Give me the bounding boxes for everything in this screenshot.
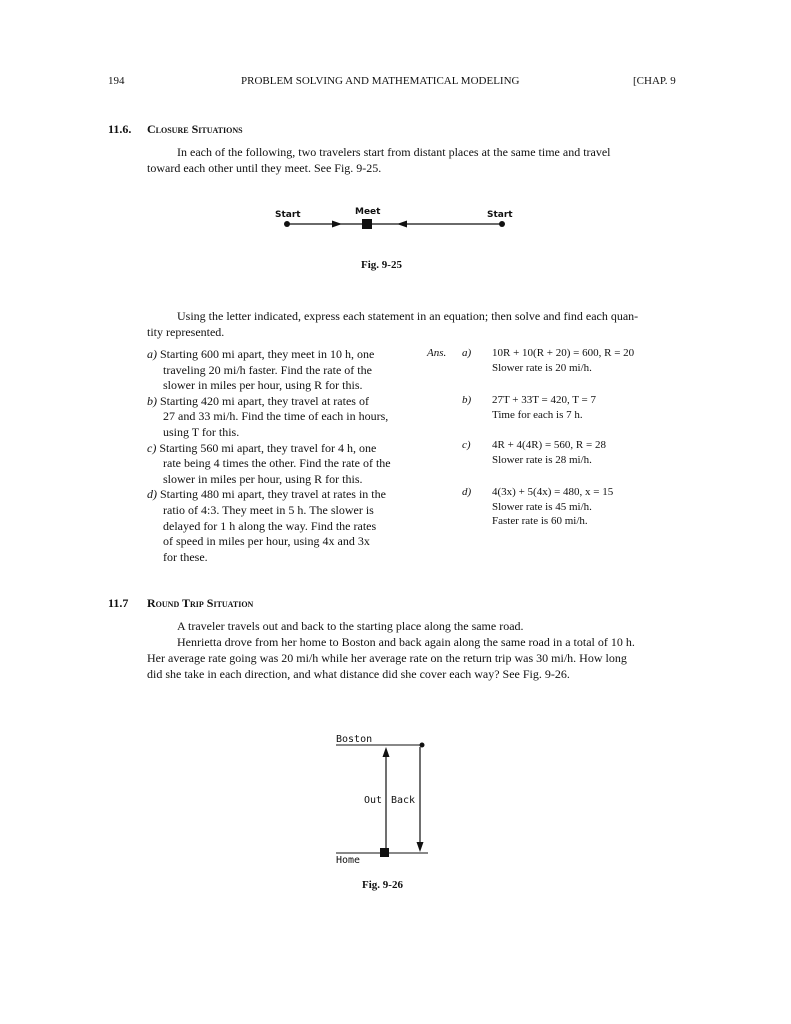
section-number: 11.7 [108,596,129,610]
fig926-home-label: Home [336,855,361,866]
section-title: Round Trip Situation [147,596,254,610]
page-number: 194 [108,75,125,87]
answer-letter: c) [462,439,471,451]
answers-label: Ans. [427,347,447,359]
answer-equation: 10R + 10(R + 20) = 600, R = 20 [492,347,635,359]
running-title: PROBLEM SOLVING AND MATHEMATICAL MODELING [241,75,520,87]
problem-line: 27 and 33 mi/h. Find the time of each in hours, [163,409,389,424]
fig926-back-label: Back [391,795,416,806]
problem-b [147,394,369,410]
fig926-out-label: Out [364,795,383,806]
problem-letter: d) [147,487,157,502]
roundtrip-line: Her average rate going was 20 mi/h while her average rate on the return trip was 30 mi/h. How long [147,651,627,665]
answer-equation: 4(3x) + 5(4x) = 480, x = 15 [492,486,614,498]
fig926-caption: Fig. 9-26 [362,879,403,891]
fig925-caption: Fig. 9-25 [361,259,402,271]
intro-line: In each of the following, two travelers start from distant places at the same time and travel [177,145,611,159]
section-title: Closure Situations [147,122,243,136]
problem-line: traveling 20 mi/h faster. Find the rate of the [163,362,372,377]
fig925-start-left-dot [284,221,290,227]
roundtrip-line: A traveler travels out and back to the starting place along the same road. [177,619,524,633]
problem-line: rate being 4 times the other. Find the rate of the [163,456,391,471]
fig925-meet-label: Meet [355,207,381,217]
problem-line: Starting 600 mi apart, they meet in 10 h, one [160,347,375,361]
fig926-boston-label: Boston [336,734,373,745]
chapter-label: [CHAP. 9 [633,75,676,87]
answer-letter: a) [462,347,472,359]
problem-d [147,487,386,503]
problem-line: delayed for 1 h along the way. Find the rates [163,518,377,533]
fig925-start-right-label: Start [487,210,513,220]
intro-line: toward each other until they meet. See Fig. 9-25. [147,161,382,175]
answer-equation: 4R + 4(4R) = 560, R = 28 [492,439,606,451]
answer-result: Time for each is 7 h. [492,408,583,421]
problem-line: of speed in miles per hour, using 4x and 3x [163,534,370,549]
problem-line: slower in miles per hour, using R for this. [163,378,363,393]
problem-a [147,347,374,363]
answer-result: Slower rate is 28 mi/h. [492,453,592,466]
roundtrip-line: Henrietta drove from her home to Boston and back again along the same road in a total of 10 h. [177,635,635,649]
answer-result: Slower rate is 45 mi/h. [492,500,592,513]
fig925-diagram [280,216,520,236]
problem-c [147,441,376,457]
fig925-meet-point [362,219,372,229]
fig926-home-point [380,848,389,857]
fig925-arrow-left [397,221,407,228]
problem-letter: c) [147,440,157,455]
section-number: 11.6. [108,122,132,136]
problem-letter: a) [147,347,157,361]
problem-line: Starting 560 mi apart, they travel for 4 h, one [159,440,377,455]
answer-equation: 27T + 33T = 420, T = 7 [492,394,596,406]
fig926-back-arrow [417,842,424,852]
fig926-diagram [330,735,440,865]
fig926-boston-dot [420,743,425,748]
answer-letter: d) [462,486,472,498]
problem-line: Starting 420 mi apart, they travel at rates of [160,393,369,408]
fig925-start-right-dot [499,221,505,227]
problem-line: ratio of 4:3. They meet in 5 h. The slower is [163,503,374,517]
problem-line: Starting 480 mi apart, they travel at rates in the [160,487,386,502]
problem-line: using T for this. [163,425,240,439]
problem-letter: b) [147,393,157,408]
roundtrip-line: did she take in each direction, and what distance did she cover each way? See Fig. 9-26. [147,667,570,681]
instructions-line: tity represented. [147,325,225,339]
answer-result: Faster rate is 60 mi/h. [492,515,588,527]
answer-letter: b) [462,394,472,406]
problem-line: for these. [163,549,208,564]
fig926-out-arrow [383,747,390,757]
fig925-start-left-label: Start [275,210,301,220]
problem-line: slower in miles per hour, using R for this. [163,471,363,486]
answer-result: Slower rate is 20 mi/h. [492,361,592,374]
instructions-line: Using the letter indicated, express each statement in an equation; then solve and find each quan- [177,309,639,323]
fig925-arrow-right [332,221,342,228]
